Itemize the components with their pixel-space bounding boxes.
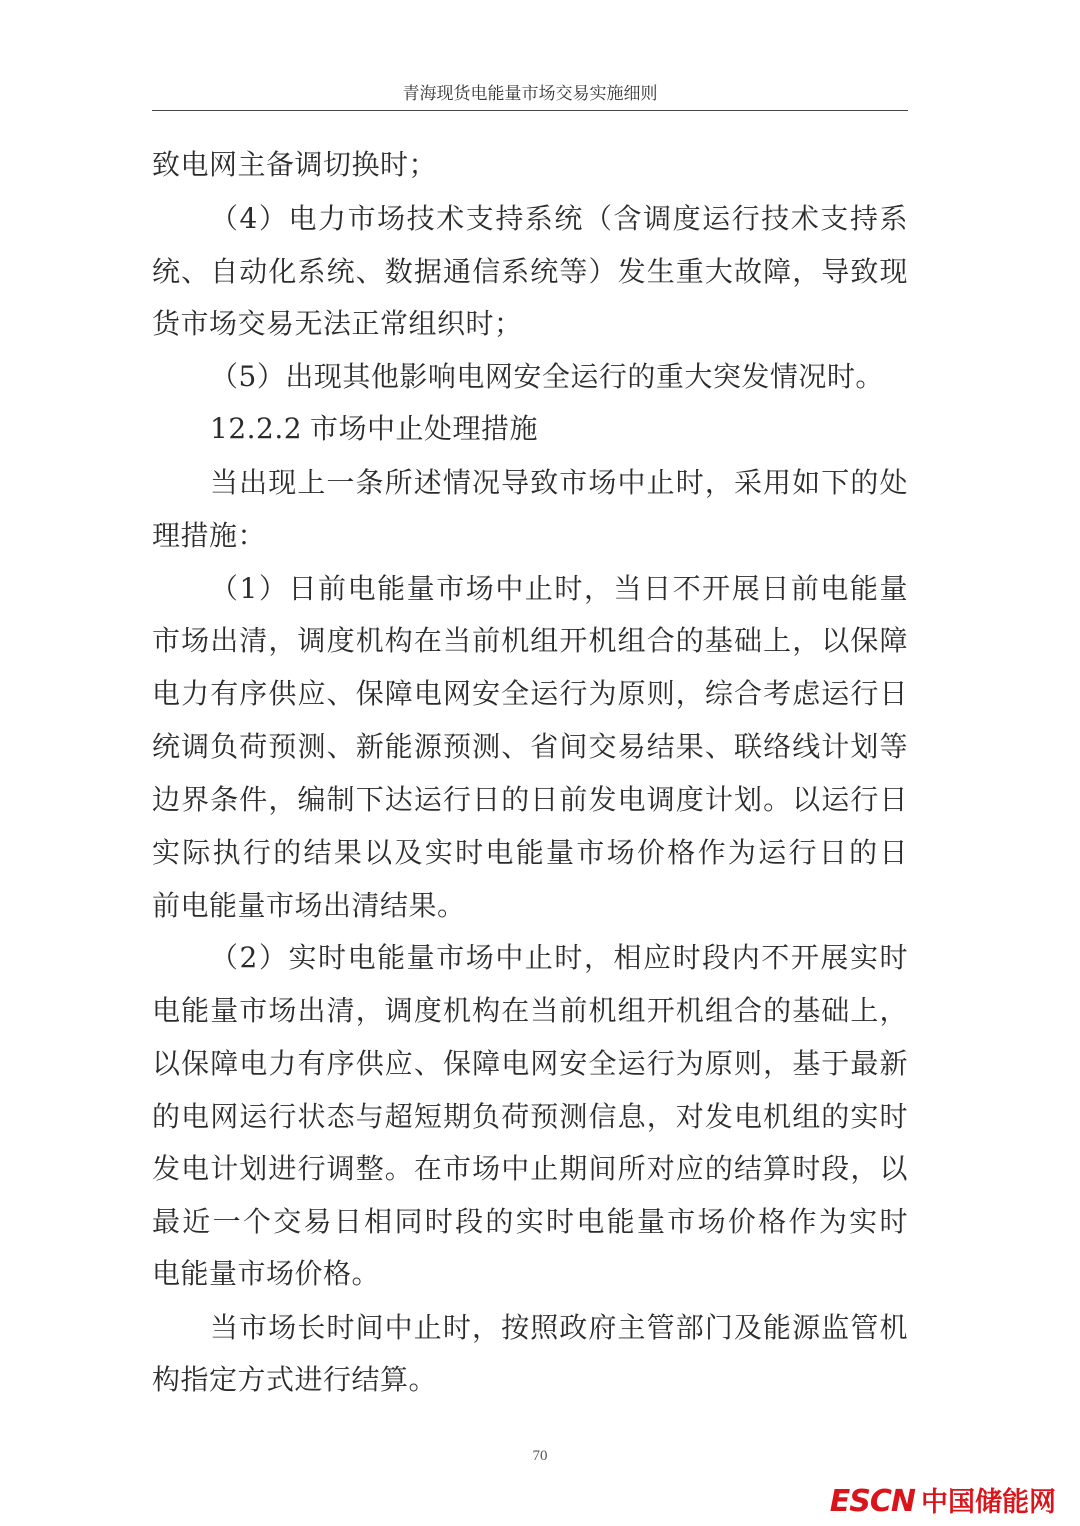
text-line: 电能量市场价格。	[152, 1257, 381, 1290]
text-line: 边界条件，编制下达运行日的日前发电调度计划。以运行日	[152, 783, 908, 816]
text-line: 构指定方式进行结算。	[152, 1363, 438, 1396]
text-line: （1）日前电能量市场中止时，当日不开展日前电能量	[210, 572, 908, 605]
text-line: 统、自动化系统、数据通信系统等）发生重大故障，导致现	[152, 255, 908, 288]
text-line: 以保障电力有序供应、保障电网安全运行为原则，基于最新	[152, 1047, 908, 1080]
text-line: 致电网主备调切换时；	[152, 148, 438, 181]
watermark-latin: ESCN	[829, 1484, 915, 1519]
section-number: 12.2.2	[210, 412, 303, 445]
page-header-title: 青海现货电能量市场交易实施细则	[402, 84, 658, 104]
text-line: （4）电力市场技术支持系统（含调度运行技术支持系	[210, 202, 908, 235]
watermark-chinese: 中国储能网	[921, 1487, 1056, 1518]
section-title: 市场中止处理措施	[310, 412, 539, 445]
text-line: 当市场长时间中止时，按照政府主管部门及能源监管机	[210, 1311, 908, 1344]
text-line: 实际执行的结果以及实时电能量市场价格作为运行日的日	[152, 836, 908, 869]
text-line: 的电网运行状态与超短期负荷预测信息，对发电机组的实时	[152, 1100, 908, 1133]
page-number: 70	[532, 1448, 548, 1464]
text-line: 货市场交易无法正常组织时；	[152, 307, 523, 340]
text-line: （5）出现其他影响电网安全运行的重大突发情况时。	[210, 360, 884, 393]
escn-watermark-logo	[830, 1484, 1056, 1520]
text-line: 发电计划进行调整。在市场中止期间所对应的结算时段，以	[152, 1152, 908, 1185]
header-rule	[152, 110, 908, 111]
text-line: 市场出清，调度机构在当前机组开机组合的基础上，以保障	[152, 624, 908, 657]
section-heading	[210, 403, 908, 455]
text-line: 统调负荷预测、新能源预测、省间交易结果、联络线计划等	[152, 730, 908, 763]
text-line: 前电能量市场出清结果。	[152, 889, 466, 922]
text-line: （2）实时电能量市场中止时，相应时段内不开展实时	[210, 941, 908, 974]
text-line: 当出现上一条所述情况导致市场中止时，采用如下的处	[210, 466, 908, 499]
text-line: 电能量市场出清，调度机构在当前机组开机组合的基础上，	[152, 994, 908, 1027]
text-line: 最近一个交易日相同时段的实时电能量市场价格作为实时	[152, 1205, 908, 1238]
text-line: 电力有序供应、保障电网安全运行为原则，综合考虑运行日	[152, 677, 908, 710]
text-line: 理措施：	[152, 519, 267, 552]
